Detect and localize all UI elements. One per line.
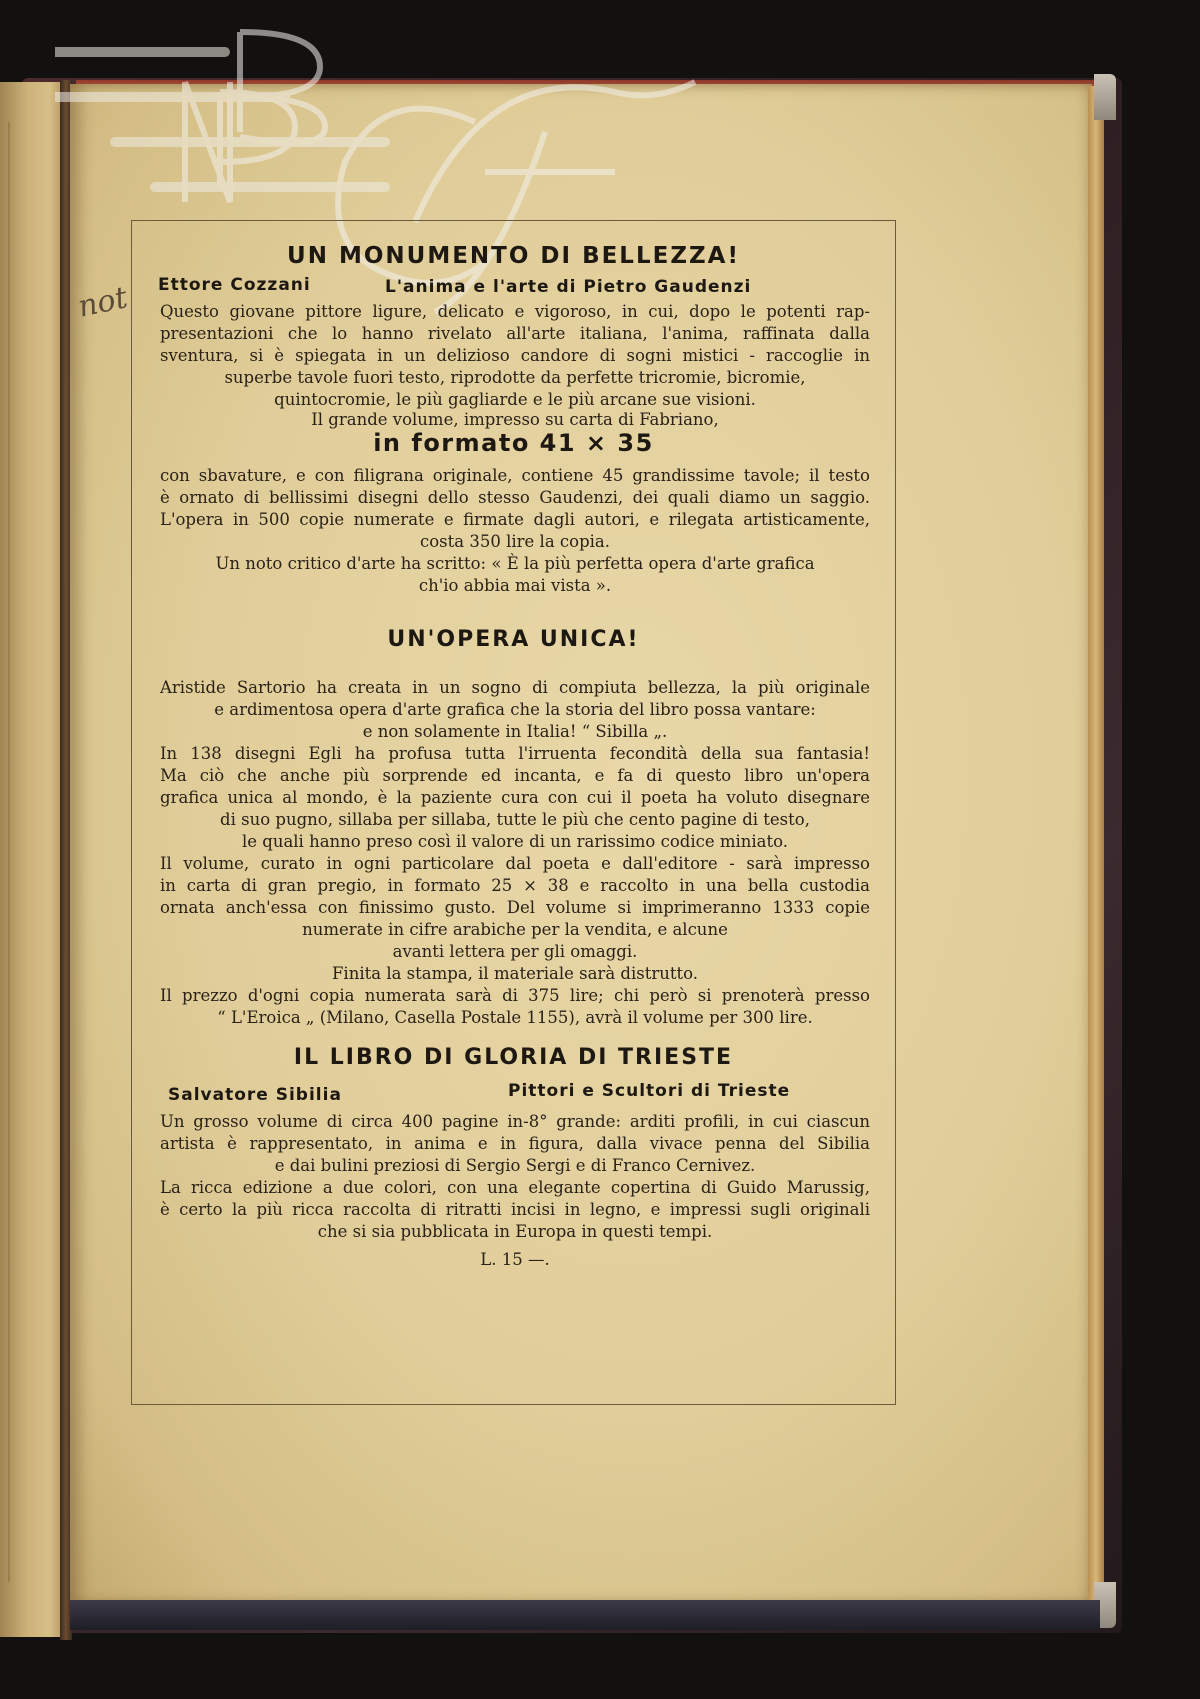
- title-gaudenzi: L'anima e l'arte di Pietro Gaudenzi: [385, 277, 752, 297]
- text-line: Il prezzo d'ogni copia numerata sarà di 375 lire; chi però si prenoterà presso: [160, 986, 870, 1005]
- text-line: avanti lettera per gli omaggi.: [392, 942, 638, 961]
- text-line: e ardimentosa opera d'arte grafica che la storia del libro possa vantare:: [214, 700, 816, 719]
- text-line: grafica unica al mondo, è la paziente cura con cui il poeta ha voluto disegnare: [160, 788, 870, 807]
- text-line: con sbavature, e con filigrana originale, contiene 45 grandissime tavole; il testo: [160, 466, 870, 485]
- advertisement-frame: [131, 220, 896, 1405]
- text-line: numerate in cifre arabiche per la vendita, e alcune: [302, 920, 728, 939]
- text-line: le quali hanno preso così il valore di un rarissimo codice miniato.: [241, 832, 789, 851]
- text-line: La ricca edizione a due colori, con una elegante copertina di Guido Marussig,: [160, 1178, 870, 1197]
- author-sibilia: Salvatore Sibilia: [168, 1085, 342, 1105]
- page-fore-edge: [1088, 86, 1104, 1606]
- text-line: sventura, si è spiegata in un delizioso candore di sogni mistici - raccoglie in: [160, 346, 870, 365]
- format-line: in formato 41 × 35: [373, 429, 654, 457]
- title-pittori-scultori: Pittori e Scultori di Trieste: [508, 1081, 791, 1101]
- handwritten-annotation: not: [74, 280, 131, 325]
- text-line: quintocromie, le più gagliarde e le più arcane sue visioni.: [274, 390, 756, 409]
- heading-opera-unica: UN'OPERA UNICA!: [387, 627, 640, 652]
- text-line: Finita la stampa, il materiale sarà distrutto.: [331, 964, 698, 983]
- text-line: è ornato di bellissimi disegni dello stesso Gaudenzi, dei quali diamo un saggio.: [160, 488, 870, 507]
- text-line: costa 350 lire la copia.: [420, 532, 610, 551]
- heading-monumento: UN MONUMENTO DI BELLEZZA!: [287, 243, 740, 269]
- text-line: Il volume, curato in ogni particolare dal poeta e dall'editore - sarà impresso: [160, 854, 870, 873]
- text-line: artista è rappresentato, in anima e in figura, dalla vivace penna del Sibilia: [160, 1134, 870, 1153]
- text-line: e dai bulini preziosi di Sergio Sergi e di Franco Cernivez.: [274, 1156, 756, 1175]
- text-line: e non solamente in Italia! “ Sibilla „.: [362, 722, 668, 741]
- text-line: superbe tavole fuori testo, riprodotte da perfette tricromie, bicromie,: [224, 368, 806, 387]
- text-line: di suo pugno, sillaba per sillaba, tutte le più che cento pagine di testo,: [220, 810, 810, 829]
- text-line: presentazioni che lo hanno rivelato all'arte italiana, l'anima, raffinata dalla: [160, 324, 870, 343]
- text-line: ch'io abbia mai vista ».: [418, 576, 612, 595]
- text-line: Questo giovane pittore ligure, delicato e vigoroso, in cui, dopo le potenti rap-: [160, 302, 870, 321]
- text-line: In 138 disegni Egli ha profusa tutta l'irruenta fecondità della sua fantasia!: [160, 744, 870, 763]
- left-page-edge: [0, 82, 64, 1637]
- bottom-binding: [70, 1600, 1100, 1630]
- text-line: è certo la più ricca raccolta di ritratti incisi in legno, e impressi sugli originali: [160, 1200, 870, 1219]
- text-line: in carta di gran pregio, in formato 25 × 38 e raccolto in una bella custodia: [160, 876, 870, 895]
- text-line: Un noto critico d'arte ha scritto: « È la più perfetta opera d'arte grafica: [215, 554, 815, 573]
- price-line: L. 15 —.: [480, 1250, 550, 1269]
- text-line: ornata anch'essa con finissimo gusto. Del volume si imprimeranno 1333 copie: [160, 898, 870, 917]
- author-cozzani: Ettore Cozzani: [158, 275, 311, 295]
- text-line: Aristide Sartorio ha creata in un sogno di compiuta bellezza, la più originale: [160, 678, 870, 697]
- text-line: che si sia pubblicata in Europa in questi tempi.: [317, 1222, 713, 1241]
- corner-cap-top: [1094, 74, 1116, 120]
- text-line: “ L'Eroica „ (Milano, Casella Postale 1155), avrà il volume per 300 lire.: [217, 1008, 813, 1027]
- text-line: Ma ciò che anche più sorprende ed incanta, e fa di questo libro un'opera: [160, 766, 870, 785]
- text-line: Un grosso volume di circa 400 pagine in-8° grande: arditi profili, in cui ciascun: [160, 1112, 870, 1131]
- heading-trieste: IL LIBRO DI GLORIA DI TRIESTE: [293, 1045, 734, 1070]
- text-line: L'opera in 500 copie numerate e firmate dagli autori, e rilegata artisticamente,: [160, 510, 870, 529]
- text-line: Il grande volume, impresso su carta di Fabriano,: [311, 410, 719, 429]
